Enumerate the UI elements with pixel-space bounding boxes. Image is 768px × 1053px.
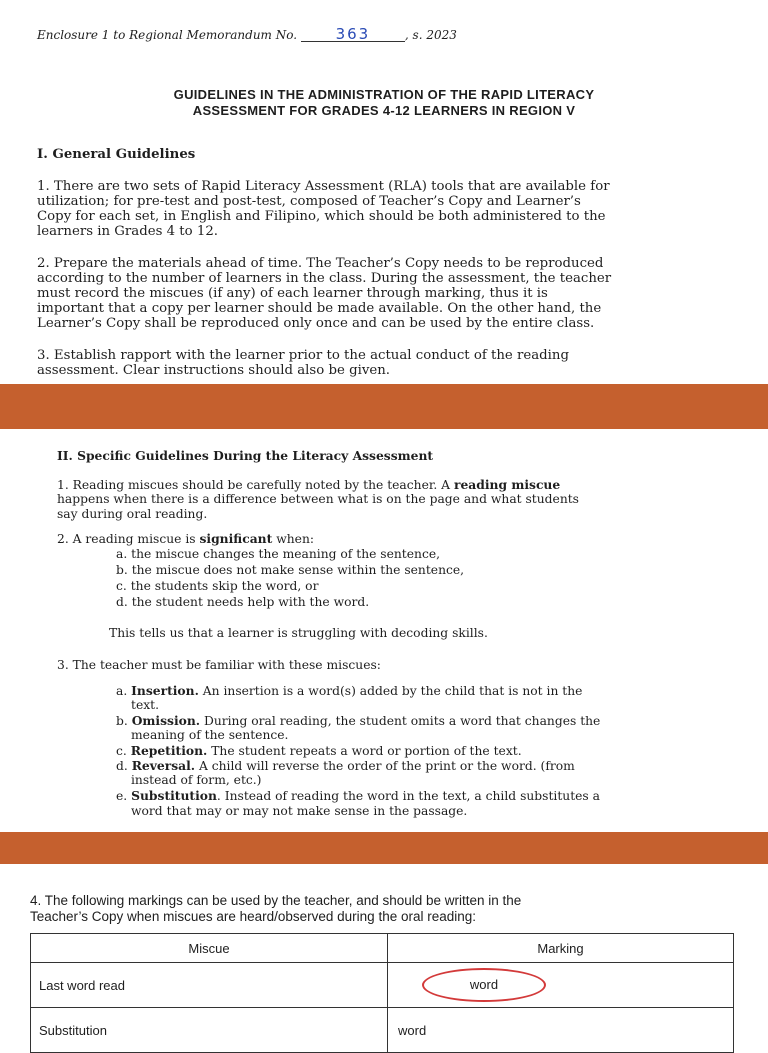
list-item: b. the miscue does not make sense within the sentence,	[116, 563, 465, 577]
list-item: c. the students skip the word, or	[116, 579, 319, 593]
item-letter: e.	[116, 789, 132, 803]
item-letter: b.	[116, 714, 132, 728]
note-text: This tells us that a learner is struggling with decoding skills.	[109, 626, 488, 640]
enclosure-line	[37, 27, 457, 42]
section-divider-band	[0, 832, 768, 864]
paragraph-line: 2. Prepare the materials ahead of time. The Teacher’s Copy needs to be reproduced	[37, 256, 604, 271]
item-text: . Instead of reading the word in the text, a child substitutes a	[216, 789, 600, 803]
paragraph-line: assessment. Clear instructions should also be given.	[37, 363, 391, 378]
paragraph-line: learners in Grades 4 to 12.	[37, 224, 219, 239]
item-letter: c.	[116, 744, 131, 758]
paragraph-text: 2. A reading miscue is	[57, 532, 200, 546]
paragraph-line: 3. Establish rapport with the learner prior to the actual conduct of the reading	[37, 348, 570, 363]
miscue-term: Omission.	[131, 713, 201, 728]
table-header-row	[31, 934, 734, 963]
marking-cell	[388, 963, 734, 1008]
item-text: An insertion is a word(s) added by the child that is not in the	[198, 684, 583, 698]
paragraph-line: utilization; for pre-test and post-test, composed of Teacher’s Copy and Learner’s	[37, 194, 581, 209]
list-item: d. the student needs help with the word.	[116, 595, 370, 609]
miscue-item-insertion	[116, 683, 582, 698]
enclosure-suffix: , s. 2023	[404, 28, 457, 42]
document-title-line-2: ASSESSMENT FOR GRADES 4-12 LEARNERS IN REGION V	[192, 103, 576, 118]
paragraph-line: happens when there is a difference between what is on the page and what students	[57, 492, 579, 506]
miscue-term: Repetition.	[130, 743, 208, 758]
item-letter: d.	[116, 759, 132, 773]
item-text: During oral reading, the student omits a word that changes the	[200, 714, 601, 728]
paragraph-line: 3. The teacher must be familiar with these miscues:	[57, 658, 381, 672]
item-text-continued: word that may or may not make sense in the passage.	[131, 804, 468, 818]
section-1-heading: I. General Guidelines	[37, 147, 196, 162]
bold-term: significant	[199, 531, 273, 546]
miscue-item-omission	[116, 713, 600, 728]
item-text-continued: meaning of the sentence.	[131, 728, 289, 742]
miscue-term: Reversal.	[131, 758, 196, 773]
paragraph-line	[57, 477, 560, 492]
miscue-term: Substitution	[131, 788, 217, 803]
markings-table	[30, 933, 734, 1053]
item-text-continued: instead of form, etc.)	[131, 773, 262, 787]
column-header-marking: Marking	[388, 934, 734, 963]
paragraph-line: Copy for each set, in English and Filipino, which should be both administered to the	[37, 209, 606, 224]
section-4-line-1: 4. The following markings can be used by the teacher, and should be written in the	[30, 893, 522, 908]
miscue-cell: Last word read	[31, 963, 388, 1008]
miscue-cell: Substitution	[31, 1008, 388, 1053]
item-letter: a.	[116, 684, 132, 698]
item-text: The student repeats a word or portion of the text.	[207, 744, 522, 758]
paragraph-text: when:	[272, 532, 315, 546]
paragraph-line: say during oral reading.	[57, 507, 208, 521]
bold-term: reading miscue	[453, 477, 561, 492]
miscue-term: Insertion.	[131, 683, 199, 698]
item-text-continued: text.	[131, 698, 160, 712]
paragraph-line	[57, 531, 314, 546]
paragraph-line: must record the miscues (if any) of each learner through marking, thus it is	[37, 286, 548, 301]
marking-cell	[388, 1008, 734, 1053]
circled-word-marking: word	[422, 968, 546, 1002]
miscue-item-repetition	[116, 743, 522, 758]
paragraph-line: according to the number of learners in the class. During the assessment, the teacher	[37, 271, 612, 286]
table-row	[31, 1008, 734, 1053]
item-text: A child will reverse the order of the print or the word. (from	[195, 759, 575, 773]
paragraph-line: Learner’s Copy shall be reproduced only once and can be used by the entire class.	[37, 316, 595, 331]
paragraph-line: important that a copy per learner should be made available. On the other hand, the	[37, 301, 602, 316]
enclosure-prefix: Enclosure 1 to Regional Memorandum No.	[37, 28, 298, 42]
column-header-miscue: Miscue	[31, 934, 388, 963]
section-divider-band	[0, 384, 768, 429]
paragraph-text: 1. Reading miscues should be carefully noted by the teacher. A	[57, 478, 454, 492]
section-4-line-2: Teacher’s Copy when miscues are heard/observed during the oral reading:	[30, 909, 477, 924]
document-title-line-1: GUIDELINES IN THE ADMINISTRATION OF THE RAPID LITERACY	[173, 87, 595, 102]
section-2-heading: II. Specific Guidelines During the Literacy Assessment	[57, 448, 434, 463]
miscue-item-reversal	[116, 758, 575, 773]
table-row	[31, 963, 734, 1008]
memorandum-number: 363	[301, 27, 405, 42]
marking-text: word	[398, 1022, 427, 1038]
miscue-item-substitution	[116, 788, 600, 803]
paragraph-line: 1. There are two sets of Rapid Literacy Assessment (RLA) tools that are available for	[37, 179, 610, 194]
list-item: a. the miscue changes the meaning of the sentence,	[116, 547, 441, 561]
